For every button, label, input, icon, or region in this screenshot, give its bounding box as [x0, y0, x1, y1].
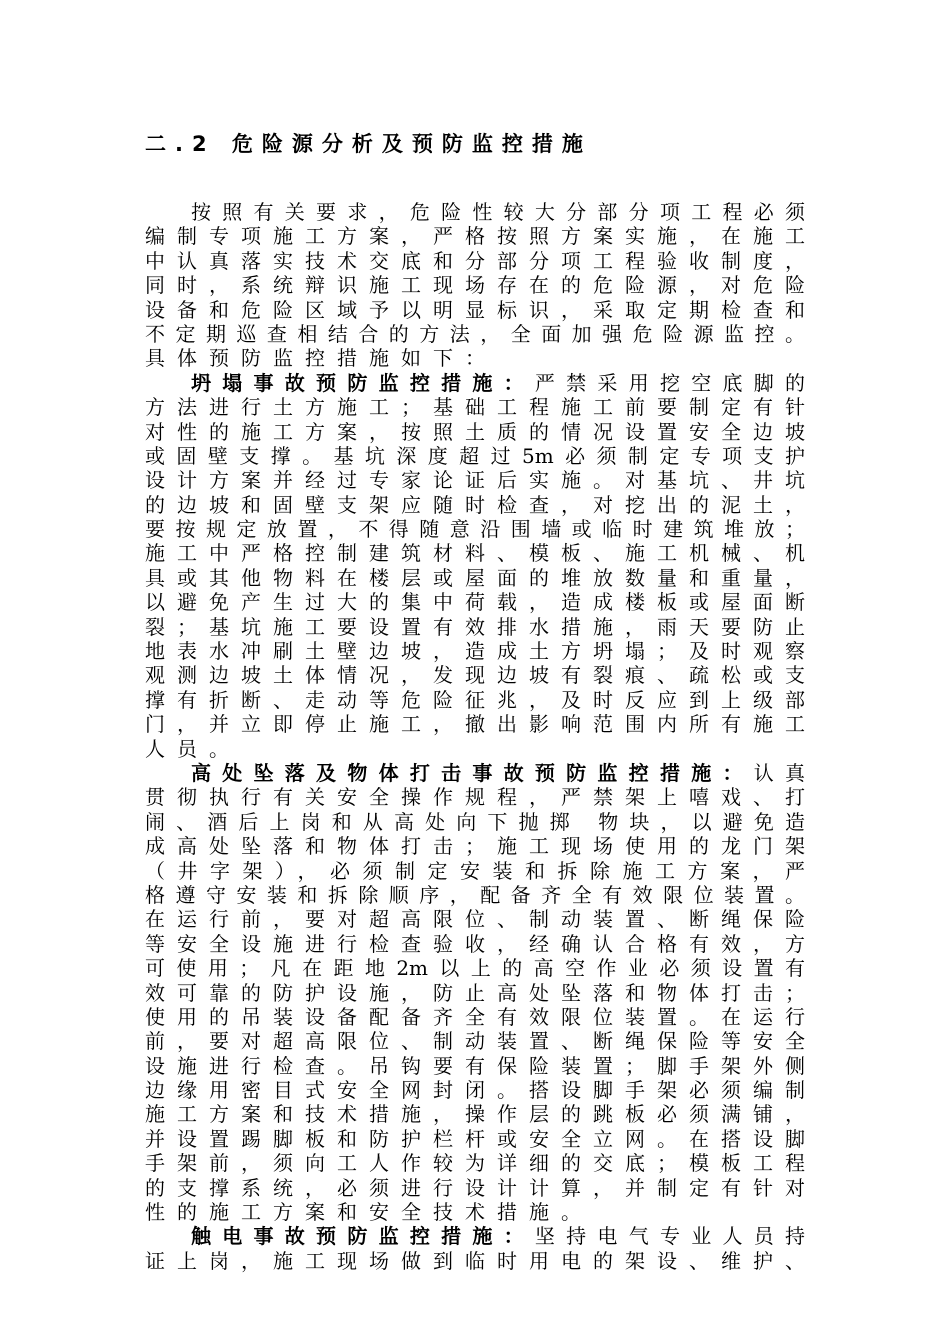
- text-line: 证上岗，施工现场做到临时用电的架设、维护、: [145, 1248, 805, 1273]
- text-line: 设施进行检查。吊钩要有保险装置；脚手架外侧: [145, 1053, 805, 1078]
- text-line: 施工中严格控制建筑材料、模板、施工机械、机: [145, 541, 805, 566]
- text-line: 地表水冲刷土壁边坡，造成土方坍塌；及时观察: [145, 639, 805, 664]
- lead-fall-measures: 高处坠落及物体打击事故预防监控措施：: [191, 760, 754, 785]
- text-line: 具体预防监控措施如下：: [145, 346, 497, 371]
- text-line: 门，并立即停止施工，撤出影响范围内所有施工: [145, 712, 805, 737]
- text-line: 观测边坡土体情况，发现边坡有裂痕、疏松或支: [145, 663, 805, 688]
- text-line: 以避免产生过大的集中荷载，造成楼板或屋面断: [145, 590, 805, 615]
- text-line: 撑有折断、走动等危险征兆，及时反应到上级部: [145, 687, 805, 712]
- text-line: 前，要对超高限位、制动装置、断绳保险等安全: [145, 1029, 805, 1054]
- text-line: 方法进行土方施工；基础工程施工前要制定有针: [145, 395, 805, 420]
- text-line: （井字架），必须制定安装和拆除施工方案，严: [145, 858, 805, 883]
- text-line: 的支撑系统，必须进行设计计算，并制定有针对: [145, 1175, 805, 1200]
- text-line: 并设置踢脚板和防护栏杆或安全立网。在搭设脚: [145, 1126, 805, 1151]
- text-line: 可使用；凡在距地2m以上的高空作业必须设置有: [145, 956, 805, 981]
- text-line: 效可靠的防护设施，防止高处坠落和物体打击；: [145, 980, 805, 1005]
- text-line: 中认真落实技术交底和分部分项工程验收制度，: [145, 248, 805, 273]
- text-line: 按照有关要求，危险性较大分部分项工程必须: [191, 200, 805, 224]
- text-line: 闹、酒后上岗和从高处向下抛掷 物块，以避免造: [145, 809, 805, 834]
- text-line: 性的施工方案和安全技术措施。: [145, 1200, 593, 1225]
- text-line: 的边坡和固壁支架应随时检查，对挖出的泥土，: [145, 492, 805, 517]
- text-line: 手架前，须向工人作较为详细的交底；模板工程: [145, 1151, 805, 1176]
- text-line: 使用的吊装设备配备齐全有效限位装置。在运行: [145, 1004, 805, 1029]
- text-line: 施工方案和技术措施，操作层的跳板必须满铺，: [145, 1102, 805, 1127]
- text-line: 裂；基坑施工要设置有效排水措施，雨天要防止: [145, 614, 805, 639]
- text-line: 同时，系统辩识施工现场存在的危险源，对危险: [145, 273, 805, 298]
- text-line: 设备和危险区域予以明显标识，采取定期检查和: [145, 297, 805, 322]
- lead-rest: 严禁采用挖空底脚的: [534, 370, 806, 395]
- text-line: 等安全设施进行检查验收，经确认合格有效，方: [145, 931, 805, 956]
- lead-electric-measures: 触电事故预防监控措施：: [191, 1224, 535, 1249]
- text-line: 成高处坠落和物体打击；施工现场使用的龙门架: [145, 834, 805, 859]
- lead-rest: 认真: [753, 760, 806, 785]
- lead-rest: 坚持电气专业人员持: [534, 1224, 806, 1249]
- text-line: 编制专项施工方案，严格按照方案实施，在施工: [145, 224, 805, 249]
- lead-collapse-measures: 坍塌事故预防监控措施：: [191, 370, 535, 395]
- text-line: 边缘用密目式安全网封闭。搭设脚手架必须编制: [145, 1078, 805, 1103]
- text-line: 对性的施工方案，按照土质的情况设置安全边坡: [145, 419, 805, 444]
- section-heading: 二.2 危险源分析及预防监控措施: [145, 132, 592, 156]
- text-line: 或固壁支撑。基坑深度超过5m必须制定专项支护: [145, 443, 805, 468]
- text-line: 在运行前，要对超高限位、制动装置、断绳保险: [145, 907, 805, 932]
- text-line: [145, 371, 805, 395]
- text-line: 不定期巡查相结合的方法，全面加强危险源监控。: [145, 321, 805, 346]
- text-line: 设计方案并经过专家论证后实施。对基坑、井坑: [145, 468, 805, 493]
- text-line: 贯彻执行有关安全操作规程，严禁架上嘻戏、打: [145, 785, 805, 810]
- text-line: 格遵守安装和拆除顺序，配备齐全有效限位装置。: [145, 882, 805, 907]
- text-line: 具或其他物料在楼层或屋面的堆放数量和重量，: [145, 565, 805, 590]
- text-line: 人员。: [145, 736, 241, 761]
- text-line: 要按规定放置，不得随意沿围墙或临时建筑堆放；: [145, 517, 805, 542]
- body-text: [145, 200, 805, 1273]
- text-line: [145, 761, 805, 785]
- text-line: [145, 1224, 805, 1248]
